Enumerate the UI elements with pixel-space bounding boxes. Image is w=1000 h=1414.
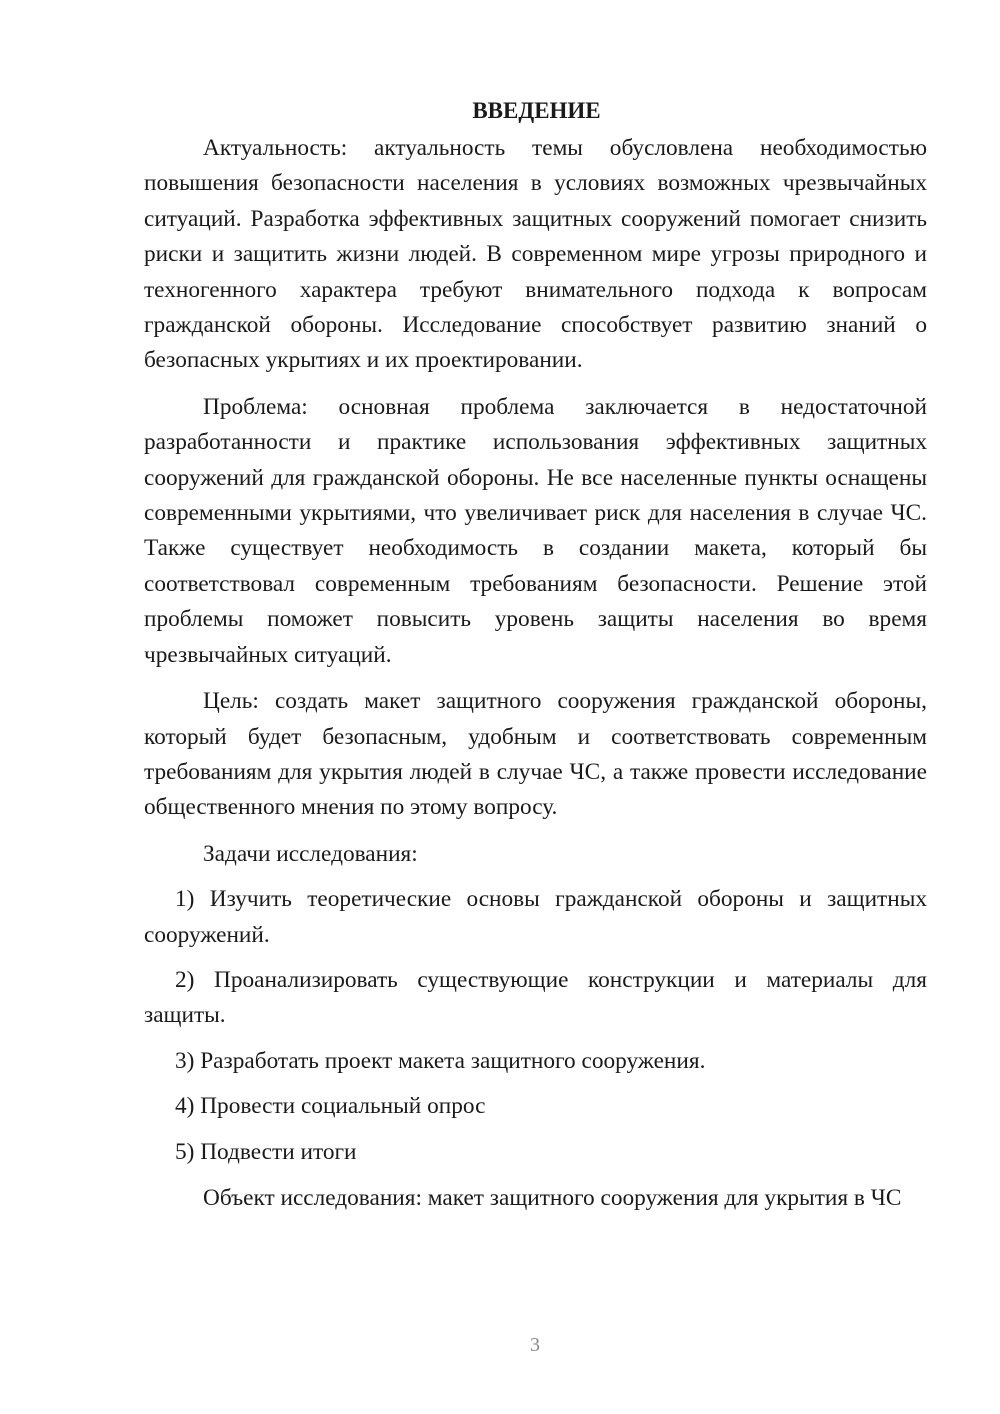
section-title: ВВЕДЕНИЕ: [472, 98, 601, 123]
tasks-heading: Задачи исследования:: [203, 840, 418, 867]
task-item-2: 2) Проанализировать существующие конструкции и материалы для защиты.: [144, 966, 927, 1029]
task-item-3: 3) Разработать проект макета защитного сооружения.: [175, 1047, 706, 1074]
task-item-4: 4) Провести социальный опрос: [175, 1093, 486, 1120]
page-content: [144, 96, 927, 1216]
goal-paragraph: Цель: создать макет защитного сооружения гражданской обороны, который будет безопасным, удобным и соответствовать современным требованиям для укрытия людей в случае ЧС, а также провести исследование общественного мнения по этому вопросу.: [144, 688, 927, 821]
problem-paragraph: Проблема: основная проблема заключается в недостаточной разработанности и практике использования эффективных защитных сооружений для гражданской обороны. Не все населенные пункты оснащены современными укрытиями, что увеличивает риск для населения в случае ЧС. Также существует необходимость в создании макета, который бы соответствовал современным требованиям безопасности. Решение этой проблемы поможет повысить уровень защиты населения во время чрезвычайных ситуаций.: [144, 393, 927, 668]
task-item-1: 1) Изучить теоретические основы гражданской обороны и защитных сооружений.: [144, 886, 927, 948]
page-number: 3: [530, 1334, 540, 1356]
task-item-5: 5) Подвести итоги: [175, 1138, 357, 1165]
object-paragraph: Объект исследования: макет защитного сооружения для укрытия в ЧС: [203, 1184, 902, 1211]
relevance-paragraph: Актуальность: актуальность темы обусловлена необходимостью повышения безопасности населения в условиях возможных чрезвычайных ситуаций. Разработка эффективных защитных сооружений помогает снизить риски и защитить жизни людей. В современном мире угрозы природного и техногенного характера требуют внимательного подхода к вопросам гражданской обороны. Исследование способствует развитию знаний о безопасных укрытиях и их проектировании.: [144, 135, 927, 374]
